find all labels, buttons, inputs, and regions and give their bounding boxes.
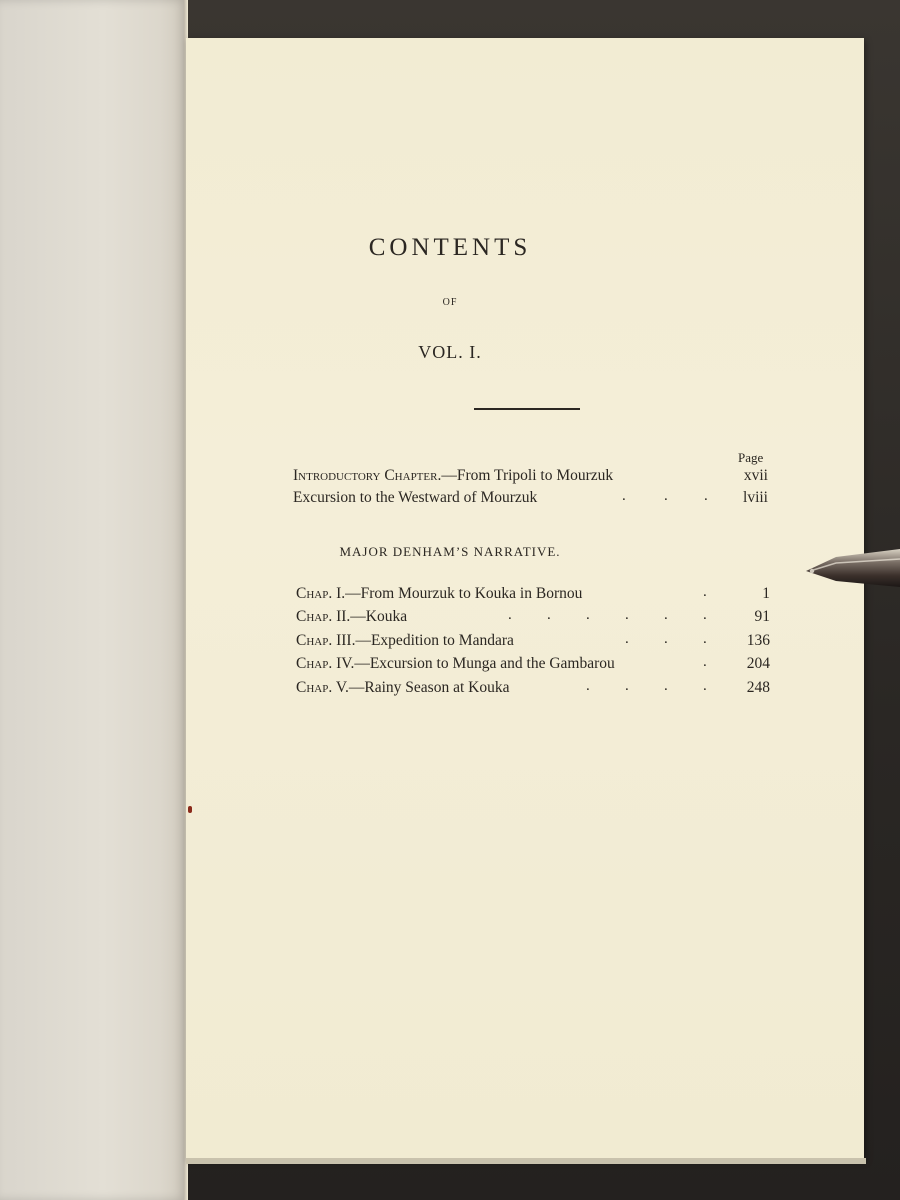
leader-dot: . [704, 488, 708, 504]
page-edge [186, 1158, 866, 1164]
chapter-entry [296, 632, 514, 650]
chapter-page: 136 [746, 632, 770, 649]
intro-entry-page: lviii [743, 489, 768, 506]
intro-entry-title: Excursion to the Westward of Mourzuk [293, 489, 538, 506]
leader-dot: . [625, 678, 629, 694]
intro-entry-title: —From Tripoli to Mourzuk [441, 467, 614, 484]
ribbon-mark [188, 806, 192, 813]
left-page [0, 0, 188, 1200]
leader-dot: . [664, 607, 668, 623]
chapter-label: Chap. [296, 655, 333, 672]
chapter-page: 204 [746, 655, 770, 672]
of-label: OF [442, 297, 458, 308]
intro-entry-page: xvii [743, 467, 768, 484]
chapter-number: V. [335, 679, 349, 696]
chapter-label: Chap. [296, 679, 333, 696]
volume-label: VOL. I. [418, 342, 482, 362]
chapter-page: 248 [746, 679, 770, 696]
intro-entry [293, 467, 613, 485]
chapter-title: —Kouka [350, 608, 408, 625]
section-heading: MAJOR DENHAM’S NARRATIVE. [339, 544, 561, 559]
leader-dot: . [547, 607, 551, 623]
leader-dot: . [622, 488, 626, 504]
title-rule [474, 408, 580, 410]
chapter-page: 1 [762, 585, 770, 602]
chapter-entry [296, 585, 582, 603]
leader-dot: . [664, 678, 668, 694]
chapter-entry [296, 655, 615, 673]
chapter-label: Chap. [296, 632, 333, 649]
chapter-page: 91 [754, 608, 770, 625]
leader-dot: . [508, 607, 512, 623]
chapter-number: II. [336, 608, 351, 625]
leader-dot: . [703, 607, 707, 623]
chapter-entry [296, 608, 407, 626]
chapter-title: —From Mourzuk to Kouka in Bornou [345, 585, 583, 602]
leader-dot: . [586, 607, 590, 623]
leader-dot: . [703, 654, 707, 670]
leader-dot: . [664, 488, 668, 504]
chapter-number: IV. [336, 655, 355, 672]
chapter-number: I. [336, 585, 346, 602]
chapter-entry [296, 679, 509, 697]
contents-title: CONTENTS [368, 234, 532, 261]
chapter-label: Chap. [296, 585, 333, 602]
page-column-header: Page [738, 450, 764, 465]
leader-dot: . [625, 607, 629, 623]
leader-dot: . [703, 631, 707, 647]
intro-entry [293, 489, 537, 507]
leader-dot: . [664, 631, 668, 647]
leader-dot: . [586, 678, 590, 694]
chapter-number: III. [336, 632, 356, 649]
leader-dot: . [703, 678, 707, 694]
leader-dot: . [625, 631, 629, 647]
pen-icon [806, 547, 900, 589]
leader-dot: . [703, 584, 707, 600]
intro-entry-label: Introductory Chapter. [293, 467, 442, 484]
chapter-label: Chap. [296, 608, 333, 625]
chapter-title: —Rainy Season at Kouka [348, 679, 510, 696]
chapter-title: —Expedition to Mandara [355, 632, 514, 649]
chapter-title: —Excursion to Munga and the Gambarou [354, 655, 615, 672]
